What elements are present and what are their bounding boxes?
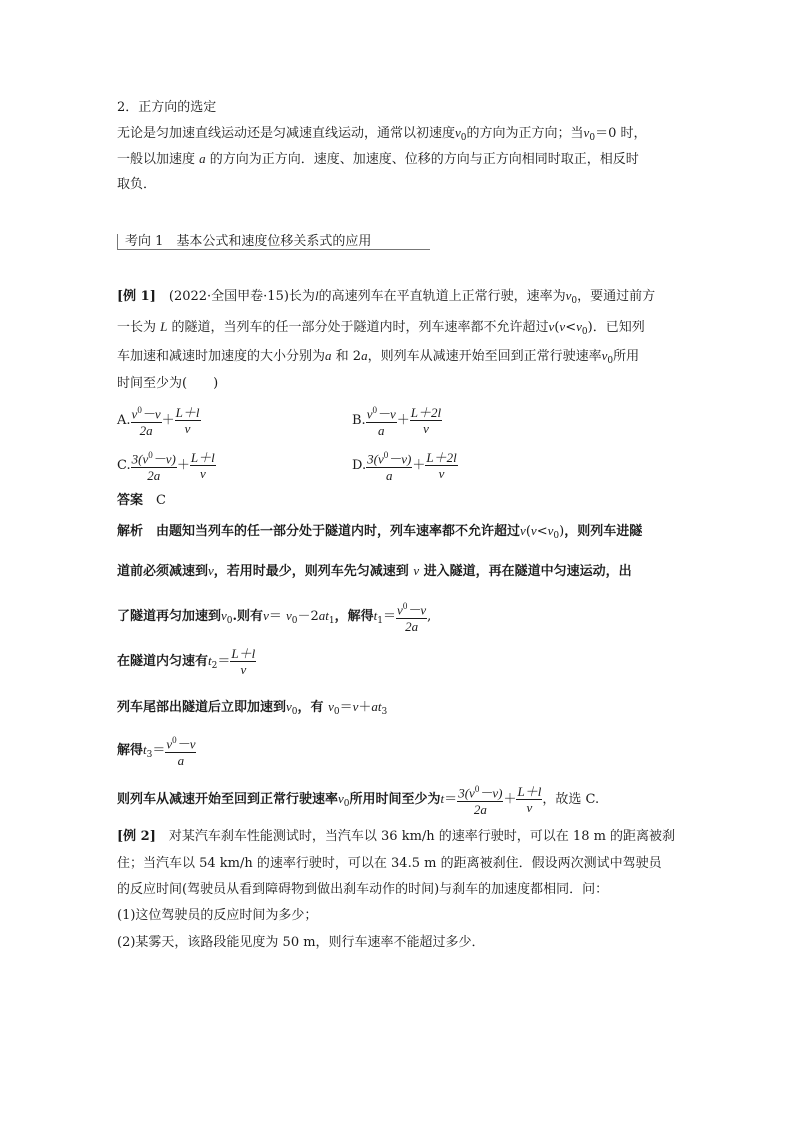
answer-label: 答案 — [117, 493, 144, 508]
answer-value: C — [156, 493, 166, 508]
example2-line-1: [例 2] 对某汽车刹车性能测试时，当汽车以 36 km/h 的速率行驶时，可以在 18 m 的距离被刹 — [117, 829, 676, 844]
analysis-line-2: 道前必须减速到v，若用时最少，则列车先匀减速到 v 进入隧道，再在隧道中匀速运动，出 — [117, 563, 632, 579]
example1-line-1: [例 1] (2022·全国甲卷·15)长为l的高速列车在平直轨道上正常行驶，速率为$v_0$，要通过前方 — [117, 288, 656, 306]
frac-c2: $\frac{L+l}{v}$ — [190, 450, 215, 481]
topic-box — [117, 228, 430, 250]
example2-line-3: 的反应时间(驾驶员从看到障碍物到做出刹车动作的时间)与刹车的加速度都相同．问： — [117, 882, 609, 897]
analysis-line-3: 了隧道再匀加速到$v_0$.则有$v= v_0-2at_1$，解得$t_1=$ $\frac{v^0-v}{2a}$ , — [117, 601, 432, 634]
topic-tick — [117, 234, 118, 250]
frac-t-total-1: $\frac{3(v^0-v)}{2a}$ — [458, 784, 503, 817]
frac-a2: $\frac{L+l}{v}$ — [175, 405, 200, 436]
example1-line-2: 一长为 L 的隧道，当列车的任一部分处于隧道内时，列车速率都不允许超过$v(v<v_0)$．已知列 — [117, 319, 645, 337]
analysis-line-7: 则列车从减速开始至回到正常行驶速率$v_0$所用时间至少为t＝ $\frac{3(v^0-v)}{2a}$ ＋ $\frac{L+l}{v}$ ，故选 C. — [117, 784, 600, 817]
frac-d2: $\frac{L+2l}{v}$ — [426, 450, 457, 481]
frac-b1: $\frac{v^0-v}{a}$ — [366, 405, 396, 438]
option-c[interactable]: C. $\frac{3(v^0-v)}{2a}$ ＋ $\frac{L+l}{v}$ — [117, 450, 215, 483]
analysis-line-6: 解得$t_3=$ $\frac{v^0-v}{a}$ — [117, 735, 196, 768]
option-d[interactable]: D. $\frac{3(v^0-v)}{a}$ ＋ $\frac{L+2l}{v}$ — [352, 450, 457, 483]
analysis-line-4: 在隧道内匀速有$t_2=$ $\frac{L+l}{v}$ — [117, 646, 256, 677]
frac-a1: $\frac{v^0-v}{2a}$ — [131, 405, 161, 438]
option-b[interactable]: B. $\frac{v^0-v}{a}$ ＋ $\frac{L+2l}{v}$ — [352, 405, 442, 438]
frac-t3: $\frac{v^0-v}{a}$ — [166, 735, 196, 768]
section-heading: 2．正方向的选定 — [117, 100, 217, 115]
example2-question-1: (1)这位驾驶员的反应时间为多少； — [117, 908, 318, 923]
example2-line-2: 住；当汽车以 54 km/h 的速率行驶时，可以在 34.5 m 的距离被刹住．假设两次测试中驾驶员 — [117, 856, 662, 871]
example1-line-3: 车加速和减速时加速度的大小分别为a 和 2a，则列车从减速开始至回到正常行驶速率$v_0$所用 — [117, 348, 640, 366]
answer-line — [117, 492, 166, 510]
topic-underline — [117, 249, 430, 250]
example2-tag: [例 2] — [117, 829, 156, 844]
analysis-line-1: 解析 由题知当列车的任一部分处于隧道内时，列车速率都不允许超过$v(v<v_0)$，则列车进隧 — [117, 523, 643, 541]
analysis-label: 解析 — [117, 524, 144, 539]
example2-question-2: (2)某雾天，该路段能见度为 50 m，则行车速率不能超过多少． — [117, 935, 485, 950]
section-para-line-2: 一般以加速度 a 的方向为正方向．速度、加速度、位移的方向与正方向相同时取正，相反时 — [117, 151, 639, 167]
analysis-line-5: 列车尾部出隧道后立即加速到$v_0$，有 $v_0=v+at_3$ — [117, 699, 388, 717]
section-para-line-1: 无论是匀加速直线运动还是匀减速直线运动，通常以初速度$v_0$的方向为正方向；当$v_0=0$ 时， — [117, 125, 647, 143]
frac-t2: $\frac{L+l}{v}$ — [231, 646, 256, 677]
frac-b2: $\frac{L+2l}{v}$ — [410, 405, 442, 436]
frac-t1: $\frac{v^0-v}{2a}$ — [397, 601, 427, 634]
frac-d1: $\frac{3(v^0-v)}{a}$ — [367, 450, 412, 483]
topic-label: 考向 1 基本公式和速度位移关系式的应用 — [125, 234, 372, 249]
frac-t-total-2: $\frac{L+l}{v}$ — [517, 784, 542, 815]
example1-tag: [例 1] — [117, 289, 156, 304]
option-a[interactable]: A. $\frac{v^0-v}{2a}$ ＋ $\frac{L+l}{v}$ — [117, 405, 200, 438]
example1-line-4: 时间至少为( ) — [117, 376, 219, 391]
section-para-line-3: 取负． — [117, 177, 157, 192]
frac-c1: $\frac{3(v^0-v)}{2a}$ — [131, 450, 176, 483]
